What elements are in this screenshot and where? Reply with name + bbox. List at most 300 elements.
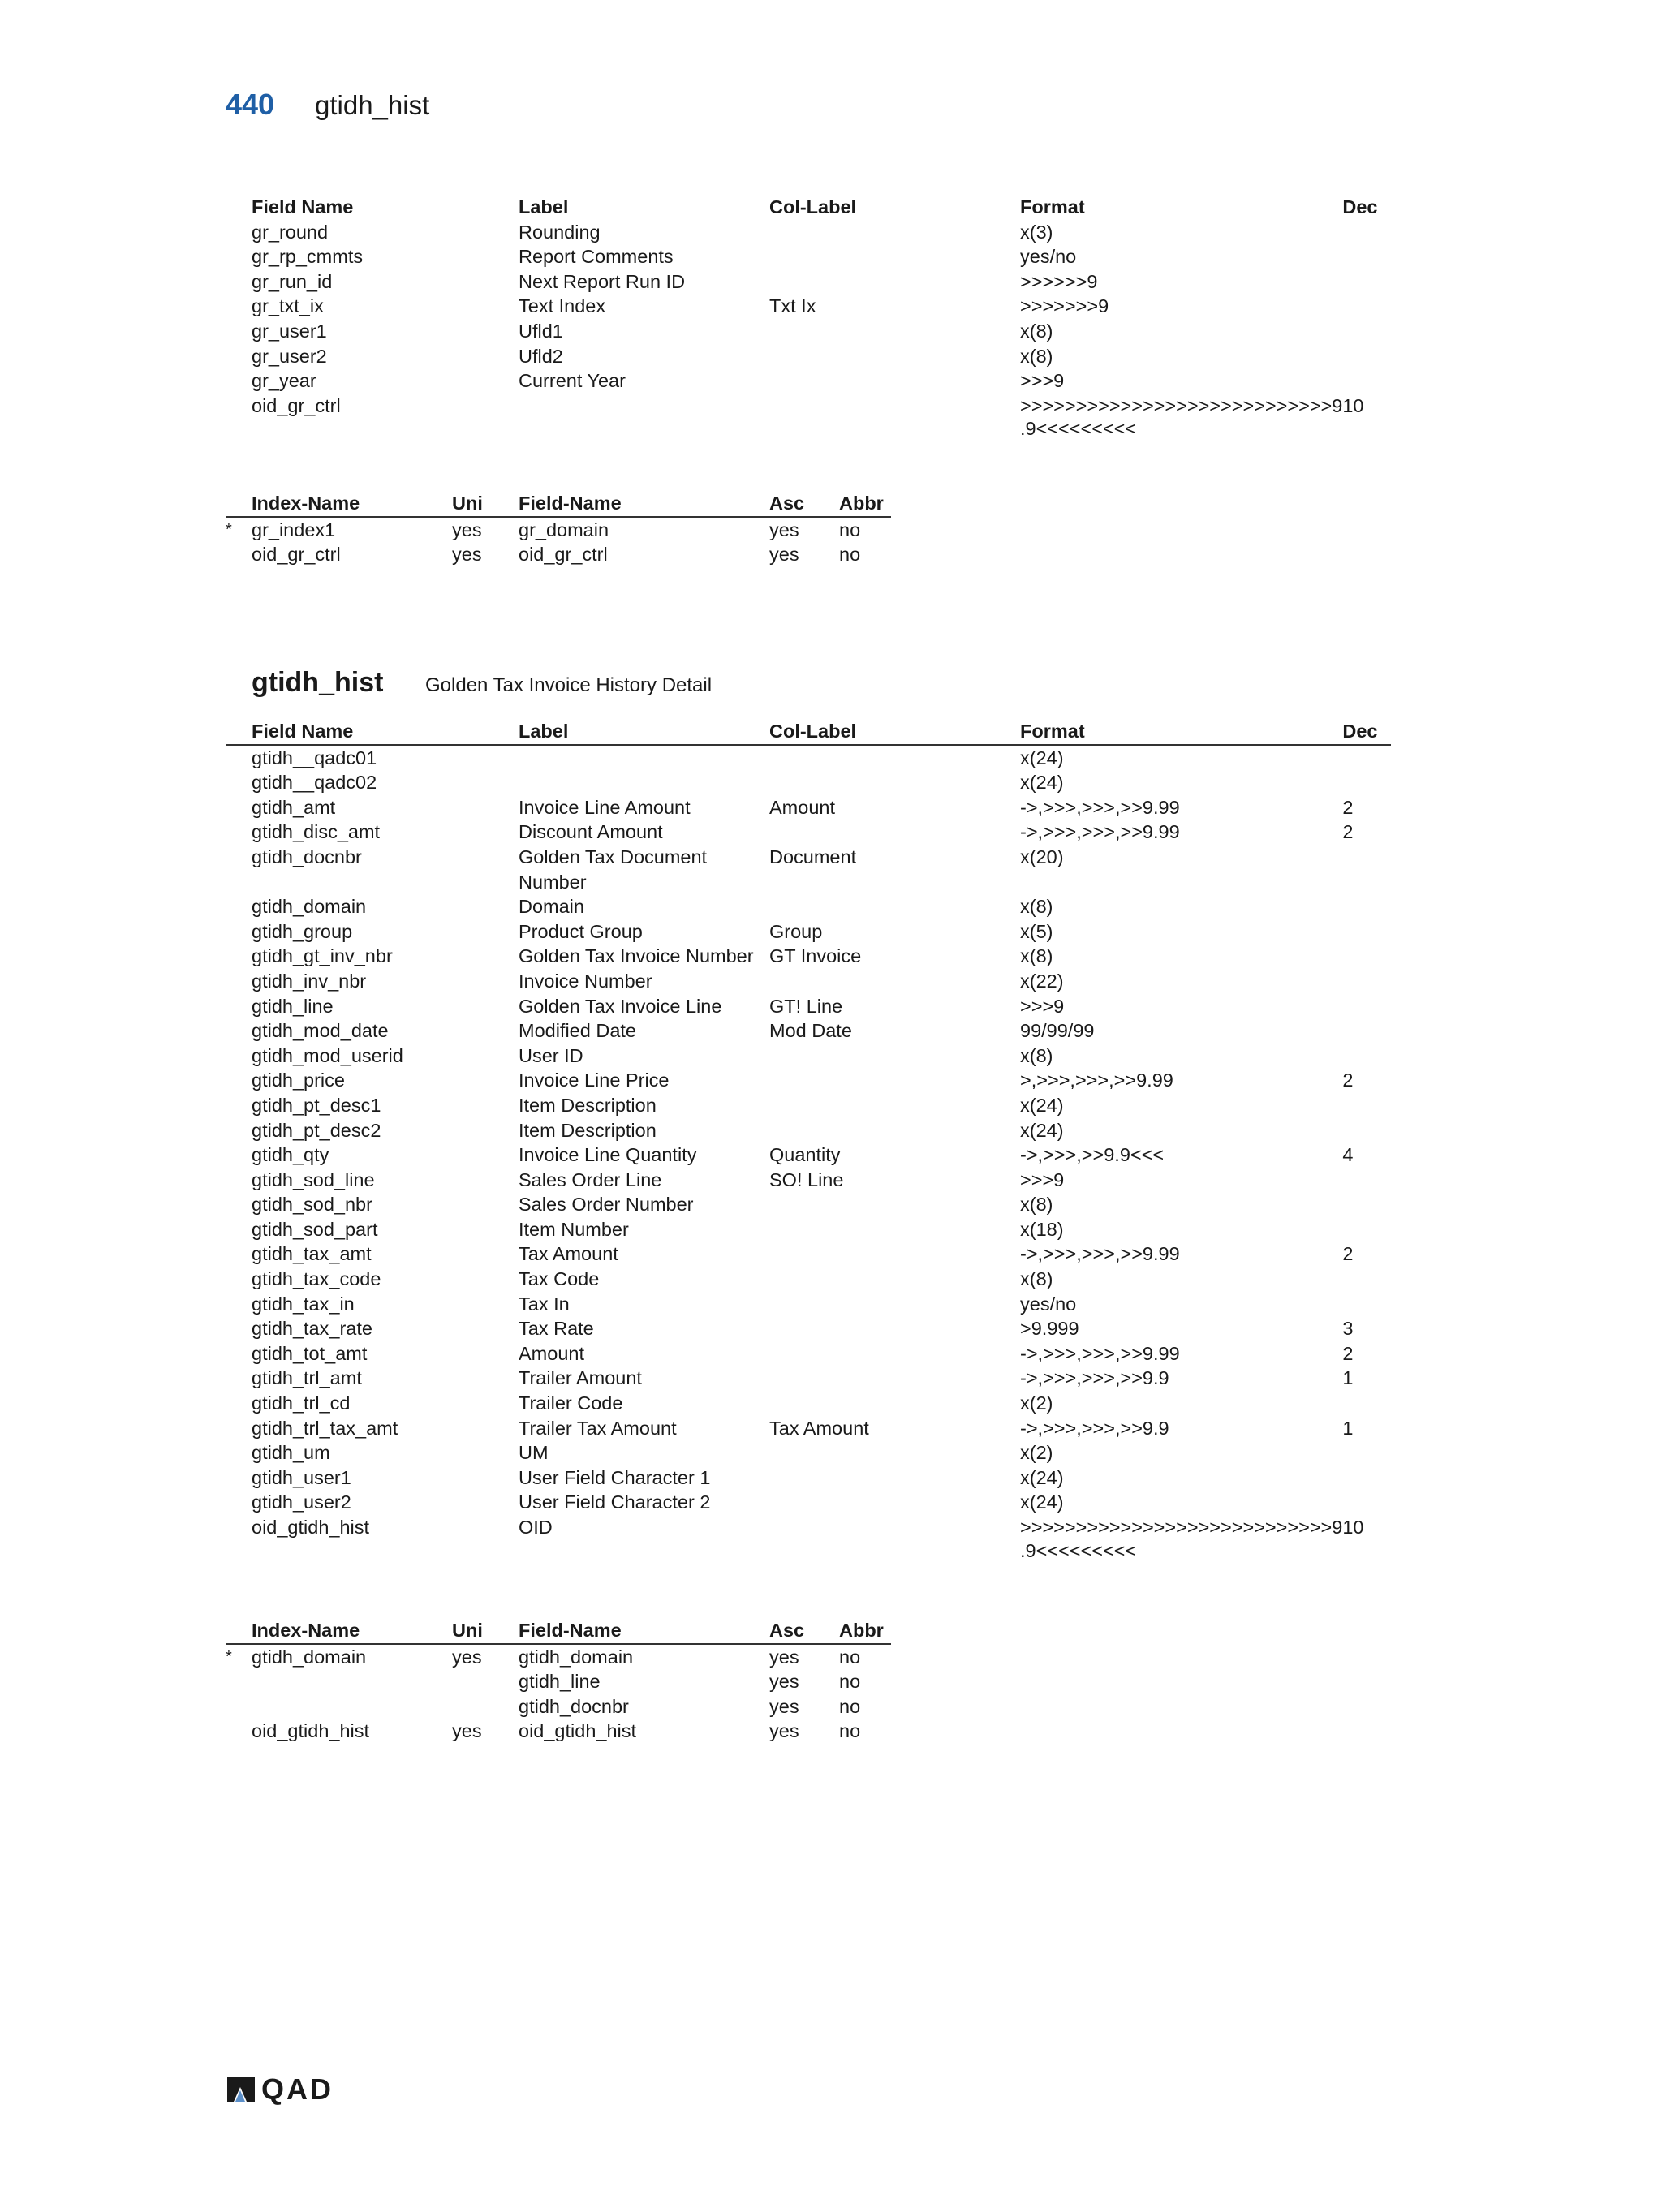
dec-cell	[1342, 1440, 1391, 1465]
format-cell	[1020, 1440, 1342, 1465]
col-label-cell: GT! Line	[769, 995, 843, 1017]
field-name-cell: gtidh_tax_in	[252, 1293, 355, 1315]
format-cell	[1020, 368, 1342, 394]
field-name-cell: gtidh_qty	[252, 1144, 329, 1166]
label-cell: Modified Date	[519, 1020, 636, 1042]
field-marker-cell	[226, 1044, 252, 1069]
field-name-header: Field Name	[252, 719, 519, 745]
field-name-cell: gr_round	[252, 221, 329, 243]
index-field-cell: gtidh_domain	[519, 1646, 634, 1668]
index-field-header: Field-Name	[519, 1618, 769, 1644]
dec-cell: 3	[1342, 1318, 1354, 1340]
field-marker-cell	[226, 845, 252, 894]
format-header: Format	[1020, 719, 1342, 745]
col-label-cell	[769, 344, 1020, 369]
format-cell	[1020, 1391, 1342, 1416]
field-marker-cell	[226, 244, 252, 269]
format-cell	[1020, 1192, 1342, 1217]
section-title	[252, 667, 712, 699]
field-name-cell: gr_year	[252, 370, 316, 392]
format-line: x(24)	[1020, 1466, 1064, 1488]
field-name-cell: gtidh_gt_inv_nbr	[252, 945, 393, 967]
format-cell	[1020, 394, 1342, 440]
field-marker-cell	[226, 220, 252, 245]
format-cell	[1020, 220, 1342, 245]
primary-index-marker	[226, 1669, 252, 1694]
format-line: >,>>>,>>>,>>9.99	[1020, 1069, 1173, 1091]
format-cell	[1020, 795, 1342, 820]
field-marker-cell	[226, 1515, 252, 1561]
index-uni-cell: yes	[452, 519, 482, 540]
label-header: Label	[519, 719, 769, 745]
format-line: ->,>>>,>>>,>>9.99	[1020, 796, 1180, 818]
label-cell: Amount	[519, 1342, 584, 1364]
marker-header	[226, 195, 252, 220]
field-row	[226, 820, 1391, 845]
label-cell: Ufld1	[519, 320, 563, 342]
col-label-cell	[769, 770, 1020, 795]
field-marker-cell	[226, 344, 252, 369]
label-cell: Invoice Line Quantity	[519, 1144, 697, 1166]
field-marker-cell	[226, 1192, 252, 1217]
field-marker-cell	[226, 1490, 252, 1515]
format-line: ->,>>>,>>>,>>9.9	[1020, 1417, 1169, 1439]
index-name-cell	[252, 1669, 452, 1694]
field-name-cell: gtidh_domain	[252, 896, 367, 918]
field-row	[226, 1118, 1391, 1143]
field-marker-cell	[226, 770, 252, 795]
field-name-cell: gtidh_tax_rate	[252, 1318, 372, 1340]
label-cell: Tax Rate	[519, 1318, 594, 1340]
field-marker-cell	[226, 1316, 252, 1341]
field-row	[226, 795, 1391, 820]
dec-cell	[1342, 1391, 1391, 1416]
index-asc-cell: yes	[769, 1720, 799, 1742]
section-description: Golden Tax Invoice History Detail	[425, 674, 713, 696]
index-name-cell: oid_gtidh_hist	[252, 1720, 370, 1742]
field-row	[226, 969, 1391, 994]
dec-cell	[1342, 1018, 1391, 1044]
page-header	[226, 88, 429, 128]
label-cell: Rounding	[519, 221, 601, 243]
format-cell	[1020, 294, 1342, 319]
format-cell	[1020, 1515, 1342, 1561]
field-marker-cell	[226, 1391, 252, 1416]
label-cell: Tax Amount	[519, 1243, 618, 1265]
qad-logo	[226, 2072, 334, 2107]
index-row	[226, 517, 891, 543]
format-line: x(2)	[1020, 1392, 1053, 1414]
label-cell	[519, 745, 769, 771]
dec-cell: 2	[1342, 1069, 1354, 1091]
format-line: x(24)	[1020, 747, 1064, 768]
label-cell: Sales Order Line	[519, 1168, 662, 1190]
label-cell: Tax In	[519, 1293, 570, 1315]
label-cell	[519, 770, 769, 795]
field-row	[226, 1391, 1391, 1416]
field-name-cell: gtidh_um	[252, 1442, 330, 1464]
field-marker-cell	[226, 944, 252, 969]
index-abbr-cell: no	[839, 519, 861, 540]
gr-fields-table	[226, 195, 1391, 439]
col-label-cell	[769, 368, 1020, 394]
field-row	[226, 1341, 1391, 1366]
dec-cell: 2	[1342, 1342, 1354, 1364]
index-name-cell	[252, 1694, 452, 1719]
format-cell	[1020, 1416, 1342, 1441]
index-uni-header: Uni	[452, 1618, 519, 1644]
field-marker-cell	[226, 745, 252, 771]
label-cell: Golden Tax Invoice Number	[519, 945, 754, 967]
index-uni-cell	[452, 1694, 519, 1719]
format-cell	[1020, 994, 1342, 1019]
format-line: >>>>>>>9	[1020, 295, 1109, 317]
index-name-cell: oid_gr_ctrl	[252, 544, 341, 566]
dec-cell	[1342, 1044, 1391, 1069]
field-row	[226, 1366, 1391, 1391]
format-line: x(24)	[1020, 1094, 1064, 1116]
format-line: yes/no	[1020, 1293, 1077, 1315]
format-line: x(8)	[1020, 320, 1053, 342]
field-name-cell: gtidh_mod_userid	[252, 1044, 403, 1066]
label-cell: Product Group	[519, 920, 643, 942]
dec-cell	[1342, 1292, 1391, 1317]
field-row	[226, 1068, 1391, 1093]
field-marker-cell	[226, 394, 252, 440]
field-row	[226, 1217, 1391, 1242]
field-name-cell: gtidh_user1	[252, 1466, 351, 1488]
col-label-cell: Quantity	[769, 1144, 841, 1166]
field-name-cell: gtidh_trl_cd	[252, 1392, 351, 1414]
format-cell	[1020, 845, 1342, 894]
index-uni-cell: yes	[452, 1720, 482, 1742]
field-name-cell: gtidh_pt_desc1	[252, 1094, 381, 1116]
index-row	[226, 542, 891, 567]
format-cell	[1020, 820, 1342, 845]
index-abbr-cell: no	[839, 1671, 861, 1693]
field-row	[226, 319, 1391, 344]
label-cell: OID	[519, 1517, 553, 1538]
field-row	[226, 244, 1391, 269]
label-cell: Next Report Run ID	[519, 270, 686, 292]
field-row	[226, 1168, 1391, 1193]
index-field-cell: gtidh_docnbr	[519, 1695, 629, 1717]
primary-index-marker	[226, 1694, 252, 1719]
index-name-header: Index-Name	[252, 1618, 452, 1644]
col-label-cell	[769, 969, 1020, 994]
field-row	[226, 1490, 1391, 1515]
dec-cell: 2	[1342, 821, 1354, 843]
field-marker-cell	[226, 1366, 252, 1391]
field-marker-cell	[226, 1292, 252, 1317]
dec-cell	[1342, 994, 1391, 1019]
format-cell	[1020, 1168, 1342, 1193]
primary-index-marker: *	[226, 1647, 232, 1666]
format-line: x(20)	[1020, 846, 1064, 867]
index-asc-cell: yes	[769, 1671, 799, 1693]
format-cell	[1020, 770, 1342, 795]
field-name-cell: gtidh_amt	[252, 796, 336, 818]
format-cell	[1020, 1093, 1342, 1118]
format-cell	[1020, 745, 1342, 771]
format-line: x(8)	[1020, 1268, 1053, 1290]
format-cell	[1020, 1267, 1342, 1292]
field-name-cell: oid_gr_ctrl	[252, 394, 341, 416]
field-row	[226, 1316, 1391, 1341]
col-label-cell	[769, 1118, 1020, 1143]
label-cell: Sales Order Number	[519, 1194, 694, 1216]
col-label-cell	[769, 1341, 1020, 1366]
col-label-cell: Txt Ix	[769, 295, 816, 317]
format-cell	[1020, 1217, 1342, 1242]
col-label-cell	[769, 1292, 1020, 1317]
dec-cell	[1342, 770, 1391, 795]
field-marker-cell	[226, 994, 252, 1019]
field-name-cell: gtidh_line	[252, 995, 334, 1017]
label-header: Label	[519, 196, 569, 217]
format-cell	[1020, 919, 1342, 945]
format-line: x(8)	[1020, 345, 1053, 367]
format-line: x(22)	[1020, 970, 1064, 992]
index-row	[226, 1669, 891, 1694]
format-line: x(8)	[1020, 1044, 1053, 1066]
field-row	[226, 994, 1391, 1019]
field-row	[226, 294, 1391, 319]
col-label-cell	[769, 1068, 1020, 1093]
field-marker-cell	[226, 1267, 252, 1292]
field-name-cell: gtidh_tax_code	[252, 1268, 381, 1290]
field-marker-cell	[226, 319, 252, 344]
field-name-cell: gr_user2	[252, 345, 327, 367]
field-name-cell: gtidh_disc_amt	[252, 821, 381, 843]
label-cell: Domain	[519, 896, 584, 918]
format-line: x(24)	[1020, 772, 1064, 794]
field-marker-cell	[226, 1416, 252, 1441]
field-name-cell: gtidh__qadc01	[252, 747, 377, 768]
field-row	[226, 919, 1391, 945]
format-line: ->,>>>,>>>,>>9.99	[1020, 1342, 1180, 1364]
format-line: x(18)	[1020, 1218, 1064, 1240]
dec-cell: 2	[1342, 1243, 1354, 1265]
format-line: >>>9	[1020, 995, 1065, 1017]
format-cell	[1020, 1316, 1342, 1341]
col-label-cell: Document	[769, 846, 857, 867]
col-label-cell	[769, 1316, 1020, 1341]
index-abbr-header: Abbr	[839, 491, 891, 517]
col-label-cell	[769, 1465, 1020, 1491]
dec-cell	[1342, 944, 1391, 969]
field-row	[226, 394, 1391, 440]
field-name-cell: gtidh_inv_nbr	[252, 970, 367, 992]
label-cell: Item Description	[519, 1119, 657, 1141]
col-label-cell	[769, 244, 1020, 269]
col-label-cell	[769, 820, 1020, 845]
label-cell: Invoice Line Price	[519, 1069, 670, 1091]
field-name-cell: gtidh_sod_nbr	[252, 1194, 372, 1216]
format-line: x(24)	[1020, 1491, 1064, 1513]
dec-cell	[1342, 1093, 1391, 1118]
primary-index-marker	[226, 1719, 252, 1744]
col-label-cell	[769, 1192, 1020, 1217]
index-field-header: Field-Name	[519, 491, 769, 517]
dec-cell	[1342, 368, 1391, 394]
qad-logo-text: QAD	[261, 2072, 334, 2106]
field-name-cell: gtidh_sod_line	[252, 1168, 375, 1190]
format-line: x(24)	[1020, 1119, 1064, 1141]
label-cell: User Field Character 2	[519, 1491, 711, 1513]
format-cell	[1020, 1018, 1342, 1044]
gtidh-index-table	[226, 1618, 891, 1744]
dec-cell: 2	[1342, 796, 1354, 818]
index-name-cell: gtidh_domain	[252, 1646, 367, 1668]
format-cell	[1020, 1242, 1342, 1267]
field-marker-cell	[226, 820, 252, 845]
field-marker-cell	[226, 1143, 252, 1168]
format-line: >>>>>>>>>>>>>>>>>>>>>>>>>>>>9	[1020, 1517, 1343, 1538]
dec-cell	[1342, 244, 1391, 269]
index-asc-cell: yes	[769, 519, 799, 540]
col-label-cell	[769, 269, 1020, 295]
col-label-cell	[769, 1490, 1020, 1515]
field-name-cell: gr_txt_ix	[252, 295, 324, 317]
field-row	[226, 1093, 1391, 1118]
label-cell: Report Comments	[519, 246, 674, 268]
dec-cell	[1342, 1192, 1391, 1217]
label-cell	[519, 394, 769, 440]
index-abbr-header: Abbr	[839, 1618, 891, 1644]
col-label-cell	[769, 1440, 1020, 1465]
field-name-cell: gtidh_tax_amt	[252, 1243, 372, 1265]
index-asc-cell: yes	[769, 1646, 799, 1668]
field-name-cell: gr_run_id	[252, 270, 333, 292]
field-name-cell: gtidh_price	[252, 1069, 345, 1091]
col-label-cell: Mod Date	[769, 1020, 852, 1042]
field-row	[226, 1465, 1391, 1491]
index-abbr-cell: no	[839, 1720, 861, 1742]
index-field-cell: gr_domain	[519, 519, 609, 540]
dec-cell	[1342, 344, 1391, 369]
field-row	[226, 269, 1391, 295]
field-name-cell: gr_rp_cmmts	[252, 246, 364, 268]
format-line: >>>9	[1020, 370, 1065, 392]
index-marker-header	[226, 491, 252, 517]
label-cell: Item Description	[519, 1094, 657, 1116]
label-cell: User Field Character 1	[519, 1466, 711, 1488]
dec-header: Dec	[1342, 196, 1378, 217]
dec-cell: 1	[1342, 1367, 1354, 1389]
format-cell	[1020, 319, 1342, 344]
col-label-cell	[769, 745, 1020, 771]
field-row	[226, 1416, 1391, 1441]
format-line: x(8)	[1020, 945, 1053, 967]
col-label-cell	[769, 1242, 1020, 1267]
field-name-cell: gtidh_docnbr	[252, 846, 362, 867]
field-row	[226, 1440, 1391, 1465]
label-cell: Golden Tax Document Number	[519, 846, 708, 893]
field-marker-cell	[226, 919, 252, 945]
format-line-continued: .9<<<<<<<<<	[1020, 418, 1137, 440]
page-table-name: gtidh_hist	[315, 90, 430, 120]
index-field-cell: oid_gr_ctrl	[519, 544, 608, 566]
field-marker-cell	[226, 1440, 252, 1465]
label-cell: Trailer Tax Amount	[519, 1417, 677, 1439]
index-abbr-cell: no	[839, 544, 861, 566]
field-row	[226, 1143, 1391, 1168]
field-row	[226, 1044, 1391, 1069]
label-cell: Golden Tax Invoice Line	[519, 995, 722, 1017]
format-cell	[1020, 1118, 1342, 1143]
index-row	[226, 1694, 891, 1719]
format-cell	[1020, 1341, 1342, 1366]
col-label-header: Col-Label	[769, 719, 1020, 745]
format-line: ->,>>>,>>>,>>9.99	[1020, 1243, 1180, 1265]
field-row	[226, 1267, 1391, 1292]
col-label-cell: Tax Amount	[769, 1417, 869, 1439]
dec-cell	[1342, 1490, 1391, 1515]
field-row	[226, 944, 1391, 969]
field-marker-cell	[226, 1118, 252, 1143]
field-name-cell: gtidh_tot_amt	[252, 1342, 368, 1364]
primary-index-marker	[226, 542, 252, 567]
field-name-cell: gtidh__qadc02	[252, 772, 377, 794]
col-label-cell	[769, 1044, 1020, 1069]
index-uni-header: Uni	[452, 491, 519, 517]
field-marker-cell	[226, 795, 252, 820]
label-cell: Invoice Line Amount	[519, 796, 691, 818]
dec-cell	[1342, 294, 1391, 319]
index-field-cell: gtidh_line	[519, 1671, 601, 1693]
index-asc-cell: yes	[769, 1695, 799, 1717]
index-name-header: Index-Name	[252, 491, 452, 517]
gr-fields-header-row	[226, 195, 1391, 220]
field-marker-cell	[226, 1341, 252, 1366]
format-cell	[1020, 894, 1342, 919]
gr-index-header-row	[226, 491, 891, 517]
field-marker-cell	[226, 368, 252, 394]
field-row	[226, 845, 1391, 894]
field-name-cell: gtidh_mod_date	[252, 1020, 389, 1042]
index-row	[226, 1719, 891, 1744]
gtidh-fields-table	[226, 719, 1391, 1561]
field-marker-cell	[226, 1242, 252, 1267]
dec-header: Dec	[1342, 719, 1391, 745]
dec-cell	[1342, 745, 1391, 771]
dec-cell: 4	[1342, 1144, 1354, 1166]
format-line: ->,>>>,>>>,>>9.99	[1020, 821, 1180, 843]
format-line: yes/no	[1020, 246, 1077, 268]
gtidh-index-header-row	[226, 1618, 891, 1644]
field-name-cell: gtidh_pt_desc2	[252, 1119, 381, 1141]
field-marker-cell	[226, 1068, 252, 1093]
dec-cell	[1342, 919, 1391, 945]
format-line: >>>>>>>>>>>>>>>>>>>>>>>>>>>>9	[1020, 394, 1343, 416]
field-name-header: Field Name	[252, 196, 354, 217]
format-line-continued: .9<<<<<<<<<	[1020, 1539, 1137, 1561]
dec-cell: 10	[1342, 1517, 1364, 1538]
format-line: ->,>>>,>>9.9<<<	[1020, 1144, 1165, 1166]
format-line: x(5)	[1020, 920, 1053, 942]
format-line: x(3)	[1020, 221, 1053, 243]
label-cell: Trailer Amount	[519, 1367, 642, 1389]
format-cell	[1020, 344, 1342, 369]
format-cell	[1020, 1044, 1342, 1069]
format-line: >>>9	[1020, 1168, 1065, 1190]
index-abbr-cell: no	[839, 1646, 861, 1668]
dec-cell: 10	[1342, 394, 1364, 416]
format-line: x(2)	[1020, 1442, 1053, 1464]
index-field-cell: oid_gtidh_hist	[519, 1720, 637, 1742]
col-label-cell: SO! Line	[769, 1168, 844, 1190]
